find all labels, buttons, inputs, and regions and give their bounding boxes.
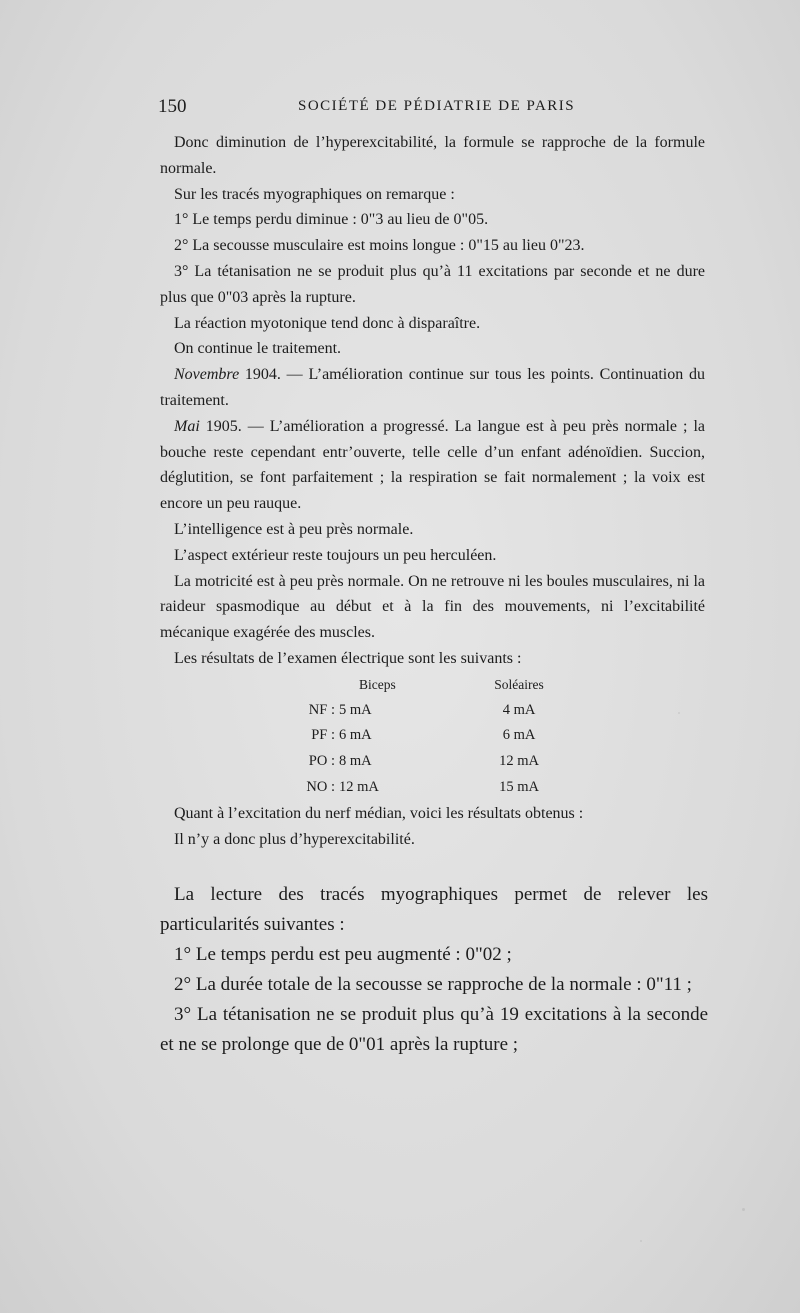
dated-entry-mai — [160, 414, 705, 517]
body-text-small — [160, 130, 705, 852]
entry-text: 1904. — L’amélioration continue sur tous les points. Continuation du traitement. — [160, 366, 705, 409]
paper-speck — [742, 1208, 745, 1211]
table-row — [290, 775, 579, 801]
electrical-results-table — [290, 672, 579, 801]
paragraph: La lecture des tracés myographiques permet de relever les particularités suivantes : — [160, 884, 708, 935]
paragraph: 3° La tétanisation ne se produit plus qu’à 11 excitations par seconde et ne dure plus que 0"03 après la rupture. — [160, 262, 705, 306]
paragraph: On continue le traitement. — [174, 340, 342, 358]
paragraph: L’intelligence est à peu près normale. — [174, 520, 414, 538]
cell-biceps: 5 mA — [339, 701, 372, 718]
cell-biceps: 8 mA — [339, 753, 372, 770]
paper-speck — [640, 1240, 642, 1242]
table-row — [290, 749, 579, 775]
paragraph: 1° Le temps perdu est peu augmenté : 0"02 ; — [174, 944, 512, 965]
paragraph: 3° La tétanisation ne se produit plus qu’à 19 excitations à la seconde et ne se prolonge que de 0"01 après la rupture ; — [160, 1004, 708, 1055]
cell-soleaires: 12 mA — [499, 753, 539, 770]
paragraph: La réaction myotonique tend donc à disparaître. — [174, 314, 481, 332]
table-header-row — [290, 672, 579, 698]
paragraph: L’aspect extérieur reste toujours un peu herculéen. — [174, 546, 497, 564]
column-header-soleaires: Soléaires — [494, 676, 544, 692]
entry-label: Novembre — [174, 366, 240, 384]
paragraph: Sur les tracés myographiques on remarque : — [174, 185, 455, 203]
row-label: NF : — [308, 701, 335, 718]
cell-soleaires: 15 mA — [499, 778, 539, 795]
page-number: 150 — [158, 96, 187, 117]
row-label: PF : — [311, 727, 335, 744]
table-row — [290, 698, 579, 724]
cell-biceps: 12 mA — [339, 778, 379, 795]
page-header — [158, 96, 703, 120]
cell-soleaires: 4 mA — [502, 701, 536, 718]
paragraph: 2° La secousse musculaire est moins longue : 0"15 au lieu 0"23. — [174, 237, 585, 255]
entry-label: Mai — [174, 417, 200, 435]
paragraph: Quant à l’excitation du nerf médian, voici les résultats obtenus : — [174, 804, 584, 822]
table-row — [290, 723, 579, 749]
column-header-biceps: Biceps — [359, 676, 396, 692]
paragraph: Il n’y a donc plus d’hyperexcitabilité. — [174, 830, 415, 848]
paragraph: 2° La durée totale de la secousse se rapproche de la normale : 0"11 ; — [174, 974, 692, 995]
entry-text: 1905. — L’amélioration a progressé. La langue est à peu près normale ; la bouche reste cependant entr’ouverte, telle celle d’un enfant adénoïdien. Succion, déglutition, se font parfaitement ; la respiration se fait normalement ; la voix est encore un peu rauque. — [160, 417, 705, 513]
paragraph: Donc diminution de l’hyperexcitabilité, la formule se rapproche de la formule normale. — [160, 134, 705, 177]
cell-biceps: 6 mA — [339, 727, 372, 744]
body-text-large — [160, 880, 708, 1060]
paragraph: Les résultats de l’examen électrique sont les suivants : — [174, 649, 522, 667]
paragraph: 1° Le temps perdu diminue : 0"3 au lieu de 0"05. — [174, 211, 489, 229]
paragraph: La motricité est à peu près normale. On ne retrouve ni les boules musculaires, ni la raideur spasmodique au début et à la fin des mouvements, ni l’excitabilité mécanique exagérée des muscles. — [160, 572, 705, 642]
row-label: NO : — [306, 778, 335, 795]
cell-soleaires: 6 mA — [502, 727, 536, 744]
paper-speck — [678, 712, 680, 714]
running-head: SOCIÉTÉ DE PÉDIATRIE DE PARIS — [298, 98, 576, 114]
row-label: PO : — [308, 753, 335, 770]
dated-entry-november — [160, 362, 705, 414]
